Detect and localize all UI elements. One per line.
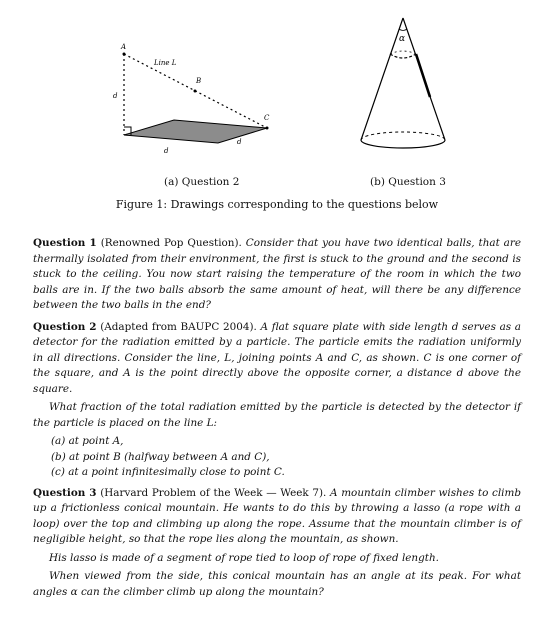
label-alpha: α	[399, 34, 406, 44]
question-2-item-c: (c) at a point infinitesimally close to point C.	[51, 466, 285, 478]
question-2-continuation: What fraction of the total radiation emitted by the particle is detected by the detector if the particle is placed on the line L:	[33, 401, 521, 429]
question-3-continuation-1: His lasso is made of a segment of rope tied to loop of rope of fixed length.	[49, 551, 439, 564]
question-2-heading: Question 2	[33, 320, 97, 333]
questions	[33, 236, 521, 606]
subcaption-b: (b) Question 3	[370, 176, 446, 188]
question-3-body: A mountain climber wishes to climb up a frictionless conical mountain. He wants to do this by throwing a lasso (a rope with a loop) over the top and climbing up along the rope. Assume that the mountain climber is of negligible height, so that the rope lies along the mountain, as shown.	[33, 486, 521, 545]
question-2-items	[51, 434, 521, 481]
label-d-side: d	[237, 138, 242, 146]
question-2-item-a: (a) at point A,	[51, 435, 124, 447]
label-b: B	[196, 77, 202, 85]
subcaption-a: (a) Question 2	[164, 176, 240, 188]
apex-angle-arc	[399, 29, 407, 31]
question-2-source: (Adapted from BAUPC 2004).	[100, 320, 257, 333]
point-a	[123, 53, 126, 56]
question-2-body: A flat square plate with side length d serves as a detector for the radiation emitted by a particle. The particle emits the radiation uniformly in all directions. Consider the line, L, joining points A and C, as shown. C is one corner of the square, and A is the point directly above the opposite corner, a distance d above the square.	[33, 320, 521, 395]
label-a: A	[121, 43, 127, 51]
question-2-item-b: (b) at point B (halfway between A and C),	[51, 450, 270, 463]
question-1-heading: Question 1	[33, 237, 97, 249]
point-b	[194, 90, 197, 93]
question-1	[33, 236, 521, 314]
question-3	[33, 486, 521, 548]
figure-caption: Figure 1: Drawings corresponding to the questions below	[115, 198, 439, 211]
cone-base-front	[361, 140, 445, 148]
lasso-loop-back	[390, 51, 416, 54]
question-3-continuation-2: When viewed from the side, this conical mountain has an angle at its peak. For what angles α can the climber climb up along the mountain?	[33, 570, 521, 598]
label-c: C	[264, 114, 270, 122]
label-d-bottom: d	[164, 147, 169, 155]
label-d-vertical: d	[113, 92, 118, 100]
square-plate	[124, 120, 267, 143]
rope	[416, 54, 430, 97]
question-1-body: Consider that you have two identical balls, that are thermally isolated from their environment, the first is stuck to the ground and the second is stuck to the ceiling. You now start raising the temperature of the room in which the two balls are in. If the two balls absorb the same amount of heat, will there be any difference between the two balls in the end?	[33, 237, 521, 311]
question-3-heading: Question 3	[33, 486, 97, 499]
question-2	[33, 320, 521, 398]
cone-base-back	[361, 132, 445, 140]
question-3-source: (Harvard Problem of the Week — Week 7).	[100, 486, 327, 499]
point-c	[266, 127, 269, 130]
figure-a-diagram	[100, 40, 290, 170]
question-1-source: (Renowned Pop Question).	[100, 237, 242, 249]
figure-b-diagram	[355, 14, 475, 174]
cone-left-side	[361, 18, 406, 140]
lasso-loop	[390, 54, 416, 58]
label-line-l: Line L	[154, 59, 177, 67]
